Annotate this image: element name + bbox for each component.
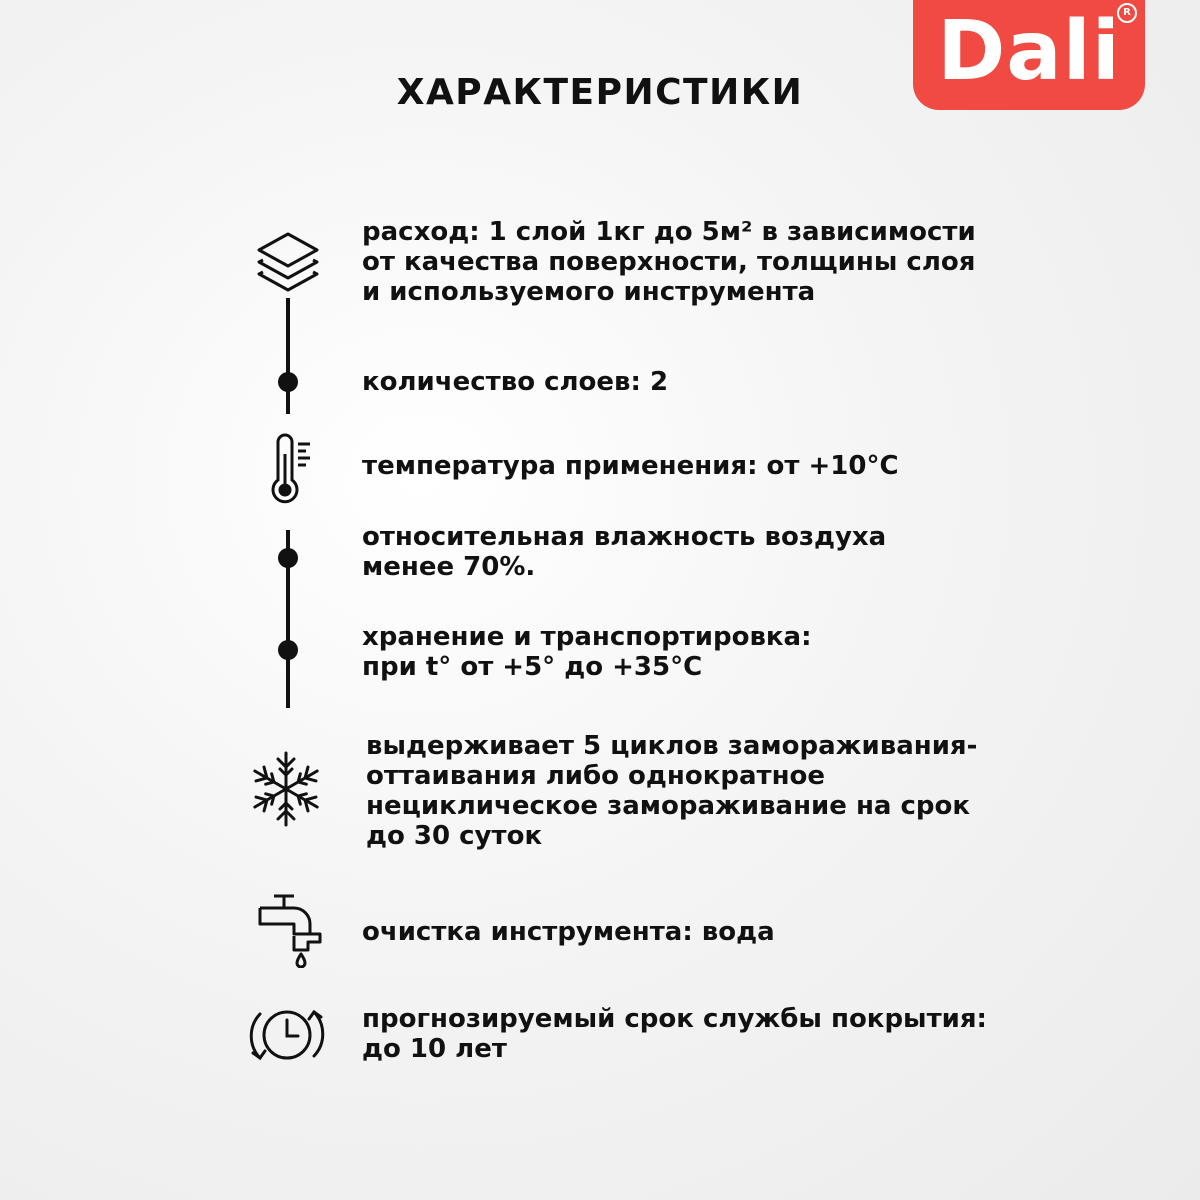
item-line: количество слоев: 2 <box>362 367 669 397</box>
item-line: при t° от +5° до +35°C <box>362 652 703 682</box>
page-title: ХАРАКТЕРИСТИКИ <box>396 72 804 113</box>
logo-text: Dali <box>937 4 1121 99</box>
registered-mark: R <box>1117 3 1137 23</box>
item-line: прогнозируемый срок службы покрытия: <box>362 1004 987 1034</box>
thermometer-icon <box>264 432 316 511</box>
item-tool-cleaning <box>362 917 1062 947</box>
timeline-dot <box>278 640 298 660</box>
item-freeze-thaw <box>366 731 1066 851</box>
layers-icon <box>253 228 323 303</box>
faucet-icon <box>256 890 328 973</box>
item-line: и используемого инструмента <box>362 277 816 307</box>
item-line: очистка инструмента: вода <box>362 917 775 947</box>
item-line: до 30 суток <box>366 821 543 851</box>
item-line: от качества поверхности, толщины слоя <box>362 247 976 277</box>
item-consumption <box>362 217 1062 307</box>
item-temperature <box>362 451 1062 481</box>
item-layers-count <box>362 367 1062 397</box>
item-line: нециклическое замораживание на срок <box>366 791 971 821</box>
item-service-life <box>362 1004 1062 1064</box>
item-line: выдерживает 5 циклов замораживания- <box>366 731 978 761</box>
timeline-dot <box>278 372 298 392</box>
item-line: до 10 лет <box>362 1034 507 1064</box>
clock-cycle-icon <box>244 1000 330 1075</box>
item-storage <box>362 622 1062 682</box>
snowflake-icon <box>247 750 325 833</box>
item-line: хранение и транспортировка: <box>362 622 812 652</box>
item-line: относительная влажность воздуха <box>362 522 887 552</box>
item-humidity <box>362 522 1062 582</box>
item-line: менее 70%. <box>362 552 536 582</box>
timeline-dot <box>278 548 298 568</box>
item-line: оттаивания либо однократное <box>366 761 826 791</box>
item-line: расход: 1 слой 1кг до 5м² в зависимости <box>362 217 976 247</box>
timeline-line <box>286 298 290 414</box>
item-line: температура применения: от +10°C <box>362 451 899 481</box>
